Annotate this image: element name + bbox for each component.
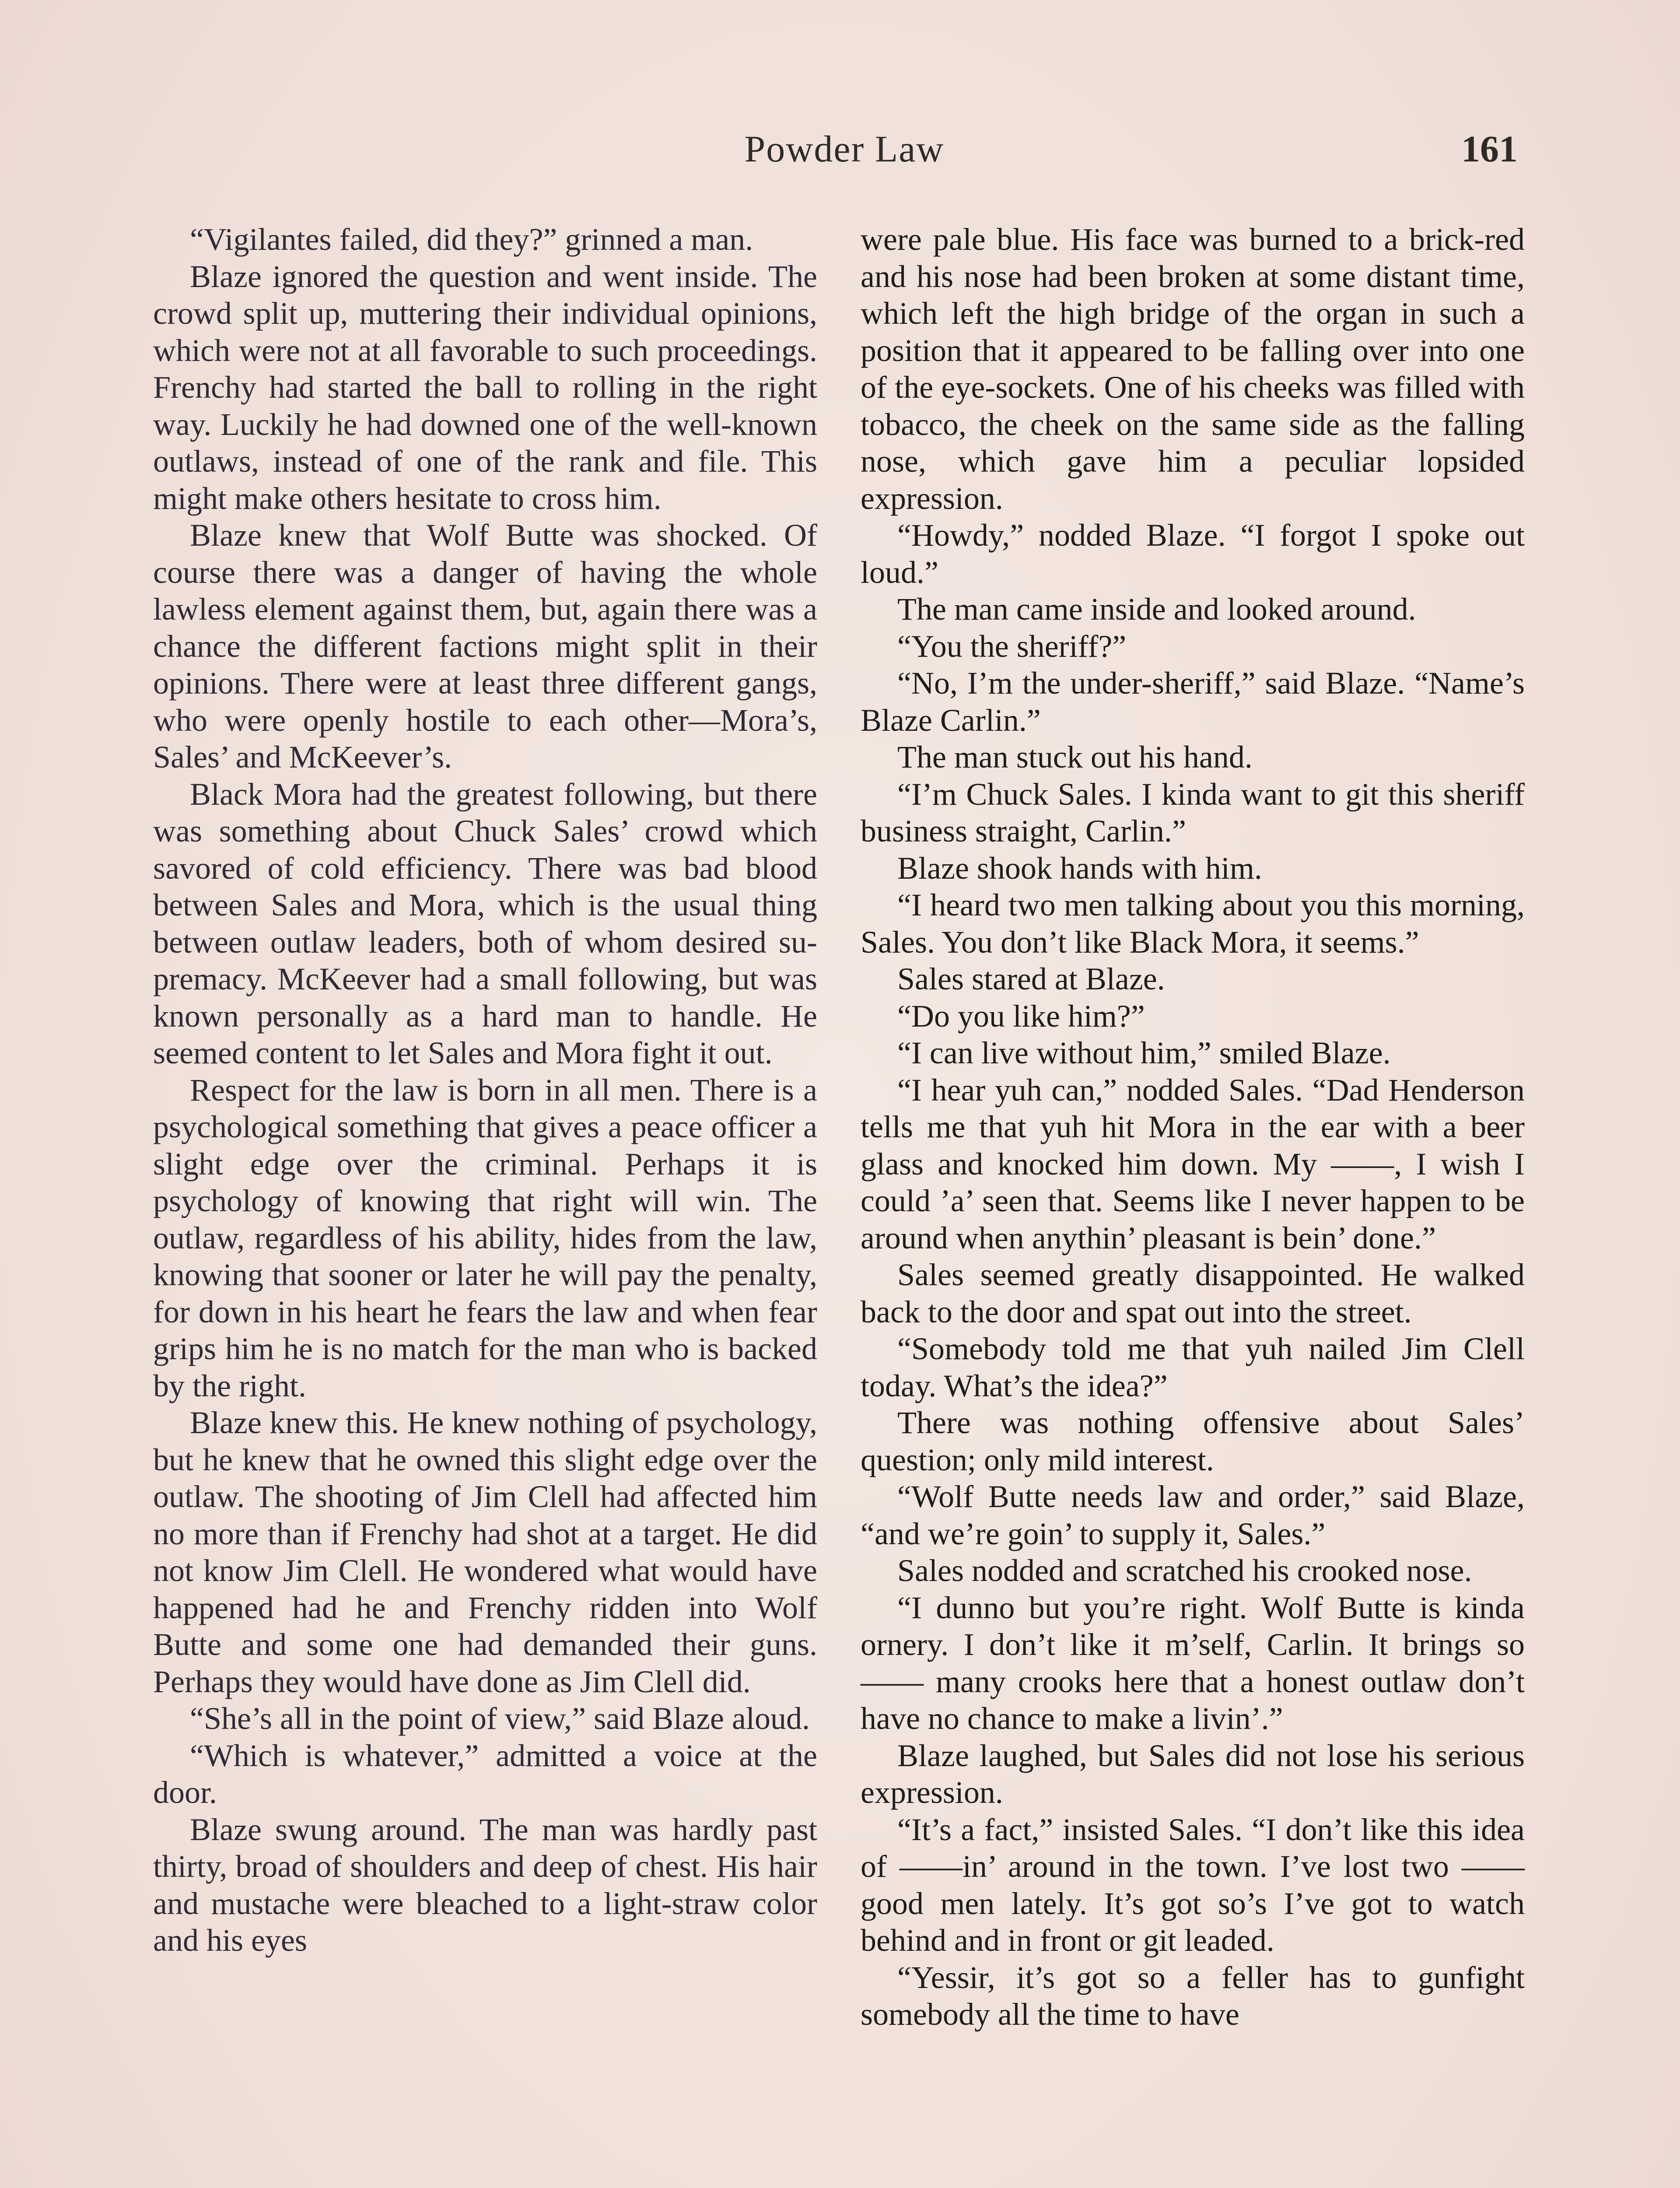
paragraph: Sales nodded and scratched his crooked nose. bbox=[897, 1553, 1472, 1588]
paragraph: Blaze knew this. He knew nothing of psychology, but he knew that he owned this slight edge over the outlaw. The shooting of Jim Clell had affected him no more than if Frenchy had shot at a target. He did not know Jim Clell. He wondered what would have happened had he and Frenchy ridden into Wolf Butte and some one had demanded their guns. Perhaps they would have done as Jim Clell did. bbox=[153, 1405, 817, 1699]
paragraph: Blaze ignored the question and went inside. The crowd split up, muttering their individual opinions, which were not at all favorable to such proceedings. Frenchy had started the ball to rolling in the right way. Luckily he had downed one of the well-known outlaws, instead of one of the rank and file. This might make others hesitate to cross him. bbox=[153, 259, 817, 516]
paragraph: “Vigilantes failed, did they?” grinned a man. bbox=[190, 222, 753, 257]
paragraph: Black Mora had the greatest following, but there was something about Chuck Sales’ crowd which savored of cold efficiency. There was bad blood between Sales and Mora, which is the usual thing between outlaw leaders, both of whom desired supremacy. McKeever had a small following, but was known personally as a hard man to handle. He seemed content to let Sales and Mora fight it out. bbox=[153, 776, 817, 1070]
paragraph: “No, I’m the under-sheriff,” said Blaze. “Name’s Blaze Carlin.” bbox=[861, 666, 1525, 738]
paragraph: “Yessir, it’s got so a feller has to gunfight somebody all the time to have bbox=[861, 1960, 1525, 2032]
paragraph: “I dunno but you’re right. Wolf Butte is kinda ornery. I don’t like it m’self, Carlin. It brings so —— many crooks here that a honest outlaw don’t have no chance to make a livin’.” bbox=[861, 1590, 1525, 1736]
paragraph: “Wolf Butte needs law and order,” said Blaze, “and we’re goin’ to supply it, Sales.” bbox=[861, 1479, 1525, 1551]
paragraph: “I hear yuh can,” nodded Sales. “Dad Henderson tells me that yuh hit Mora in the ear with a beer glass and knocked him down. My ——, I wish I could ’a’ seen that. Seems like I never happen to be around when anythin’ pleasant is bein’ done.” bbox=[861, 1072, 1525, 1255]
paragraph: “Do you like him?” bbox=[897, 998, 1145, 1034]
paragraph: “I can live without him,” smiled Blaze. bbox=[897, 1035, 1391, 1070]
paragraph: “Somebody told me that yuh nailed Jim Clell today. What’s the idea?” bbox=[861, 1331, 1525, 1403]
paragraph: Blaze shook hands with him. bbox=[897, 850, 1262, 886]
paragraph: The man came inside and looked around. bbox=[897, 592, 1416, 627]
paragraph: Sales seemed greatly disappointed. He walked back to the door and spat out into the street. bbox=[861, 1257, 1525, 1329]
paragraph: “It’s a fact,” insisted Sales. “I don’t like this idea of ——in’ around in the town. I’ve lost two —— good men lately. It’s got so’s I’ve got to watch behind and in front or git leaded. bbox=[861, 1812, 1525, 1958]
paragraph: “Howdy,” nodded Blaze. “I forgot I spoke out loud.” bbox=[861, 518, 1525, 590]
paragraph: There was nothing offensive about Sales’ question; only mild interest. bbox=[861, 1405, 1525, 1477]
paragraph: Respect for the law is born in all men. There is a psychological something that gives a peace officer a slight edge over the criminal. Perhaps it is psychology of knowing that right will win. The outlaw, regardless of his ability, hides from the law, knowing that sooner or later he will pay the penalty, for down in his heart he fears the law and when fear grips him he is no match for the man who is backed by the right. bbox=[153, 1072, 817, 1403]
right-text-column bbox=[861, 221, 1525, 2033]
paragraph: Blaze knew that Wolf Butte was shocked. Of course there was a danger of having the whole lawless element against them, but, again there was a chance the different factions might split in their opinions. There were at least three different gangs, who were openly hostile to each other—Mora’s, Sales’ and McKeever’s. bbox=[153, 518, 817, 775]
paragraph: Blaze laughed, but Sales did not lose his serious expression. bbox=[861, 1738, 1525, 1810]
paragraph: The man stuck out his hand. bbox=[897, 740, 1253, 775]
left-text-column bbox=[153, 221, 817, 1959]
paragraph: “Which is whatever,” admitted a voice at the door. bbox=[153, 1738, 817, 1810]
paragraph: “I’m Chuck Sales. I kinda want to git this sheriff business straight, Carlin.” bbox=[861, 776, 1525, 849]
running-title: Powder Law bbox=[744, 128, 945, 170]
paragraph: “You the sheriff?” bbox=[897, 628, 1127, 664]
paragraph: were pale blue. His face was burned to a brick-red and his nose had been broken at some distant time, which left the high bridge of the organ in such a position that it appeared to be falling over into one of the eye-sockets. One of his cheeks was filled with tobacco, the cheek on the same side as the falling nose, which gave him a peculiar lopsided expression. bbox=[861, 222, 1525, 516]
paragraph: Blaze swung around. The man was hardly past thirty, broad of shoulders and deep of chest. His hair and mustache were bleached to a light-straw color and his eyes bbox=[153, 1812, 817, 1958]
page-number: 161 bbox=[1461, 128, 1518, 170]
paragraph: “She’s all in the point of view,” said Blaze aloud. bbox=[190, 1701, 810, 1736]
paragraph: Sales stared at Blaze. bbox=[897, 961, 1165, 996]
paragraph: “I heard two men talking about you this morning, Sales. You don’t like Black Mora, it seems.” bbox=[861, 887, 1525, 960]
